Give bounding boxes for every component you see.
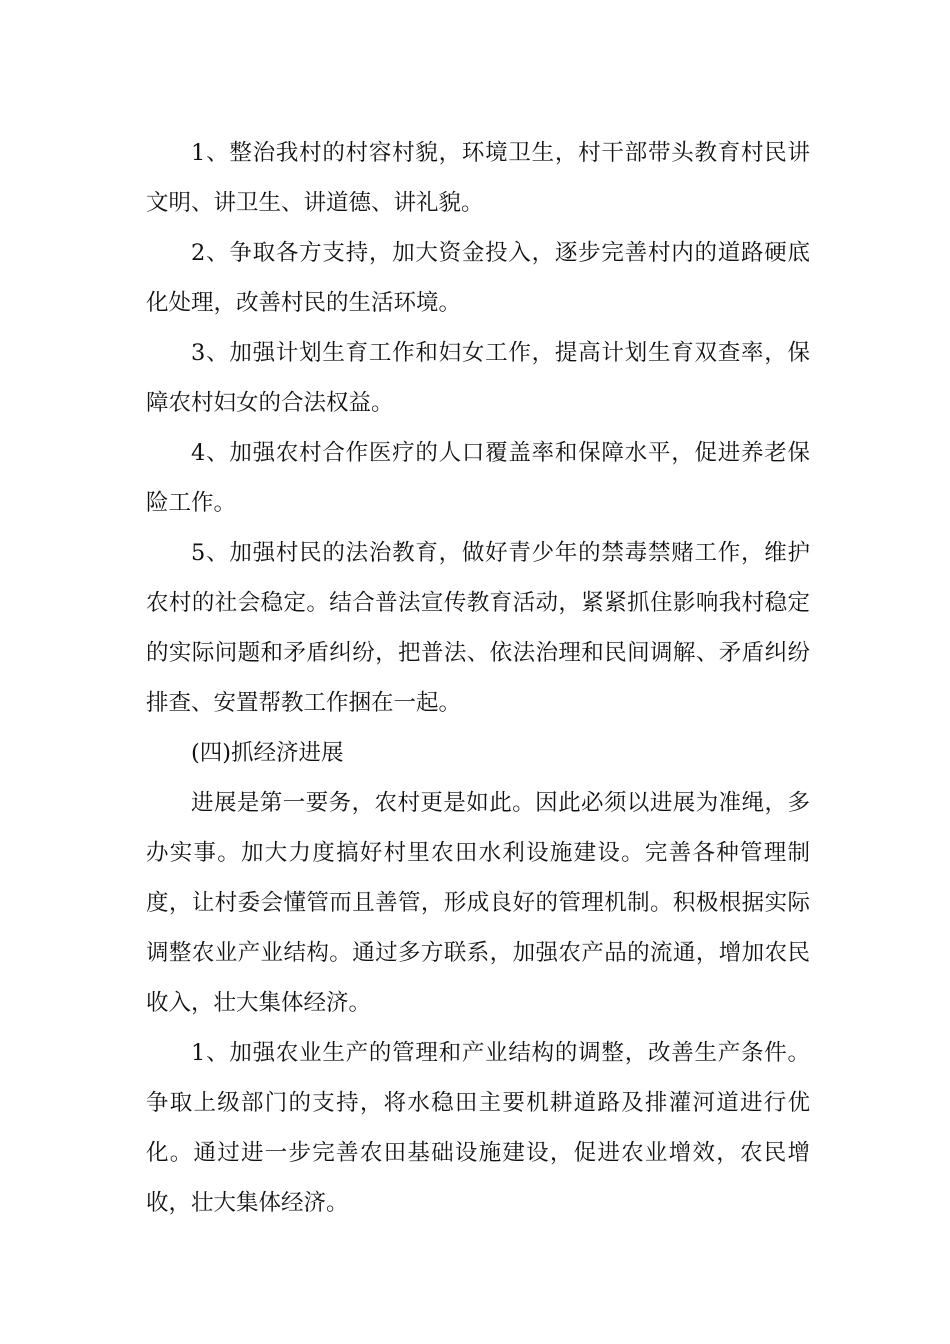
paragraph-medical-insurance: 4、加强农村合作医疗的人口覆盖率和保障水平，促进养老保险工作。 — [146, 440, 810, 516]
paragraph-agriculture-management: 1、加强农业生产的管理和产业结构的调整，改善生产条件。争取上级部门的支持，将水稳田主要机耕道路及排灌河道进行优化。通过进一步完善农田基础设施建设，促进农业增效，农民增收，壮大集体经济。 — [146, 1040, 810, 1216]
paragraph-economic-development: 进展是第一要务，农村更是如此。因此必须以进展为准绳，多办实事。加大力度搞好村里农田水利设施建设。完善各种管理制度，让村委会懂管而且善管，形成良好的管理机制。积极根据实际调整农业产业结构。通过多方联系，加强农产品的流通，增加农民收入，壮大集体经济。 — [146, 790, 810, 1016]
paragraph-environment: 1、整治我村的村容村貌，环境卫生，村干部带头教育村民讲文明、讲卫生、讲道德、讲礼貌。 — [146, 140, 810, 216]
paragraph-family-planning: 3、加强计划生育工作和妇女工作，提高计划生育双查率，保障农村妇女的合法权益。 — [146, 340, 810, 416]
paragraph-legal-education: 5、加强村民的法治教育，做好青少年的禁毒禁赌工作，维护农村的社会稳定。结合普法宣传教育活动，紧紧抓住影响我村稳定的实际问题和矛盾纠纷，把普法、依法治理和民间调解、矛盾纠纷排查、安置帮教工作捆在一起。 — [146, 540, 810, 716]
document-body — [146, 128, 810, 1228]
section-heading-economy: (四)抓经济进展 — [191, 740, 344, 766]
paragraph-road-improvement: 2、争取各方支持，加大资金投入，逐步完善村内的道路硬底化处理，改善村民的生活环境。 — [146, 240, 810, 316]
